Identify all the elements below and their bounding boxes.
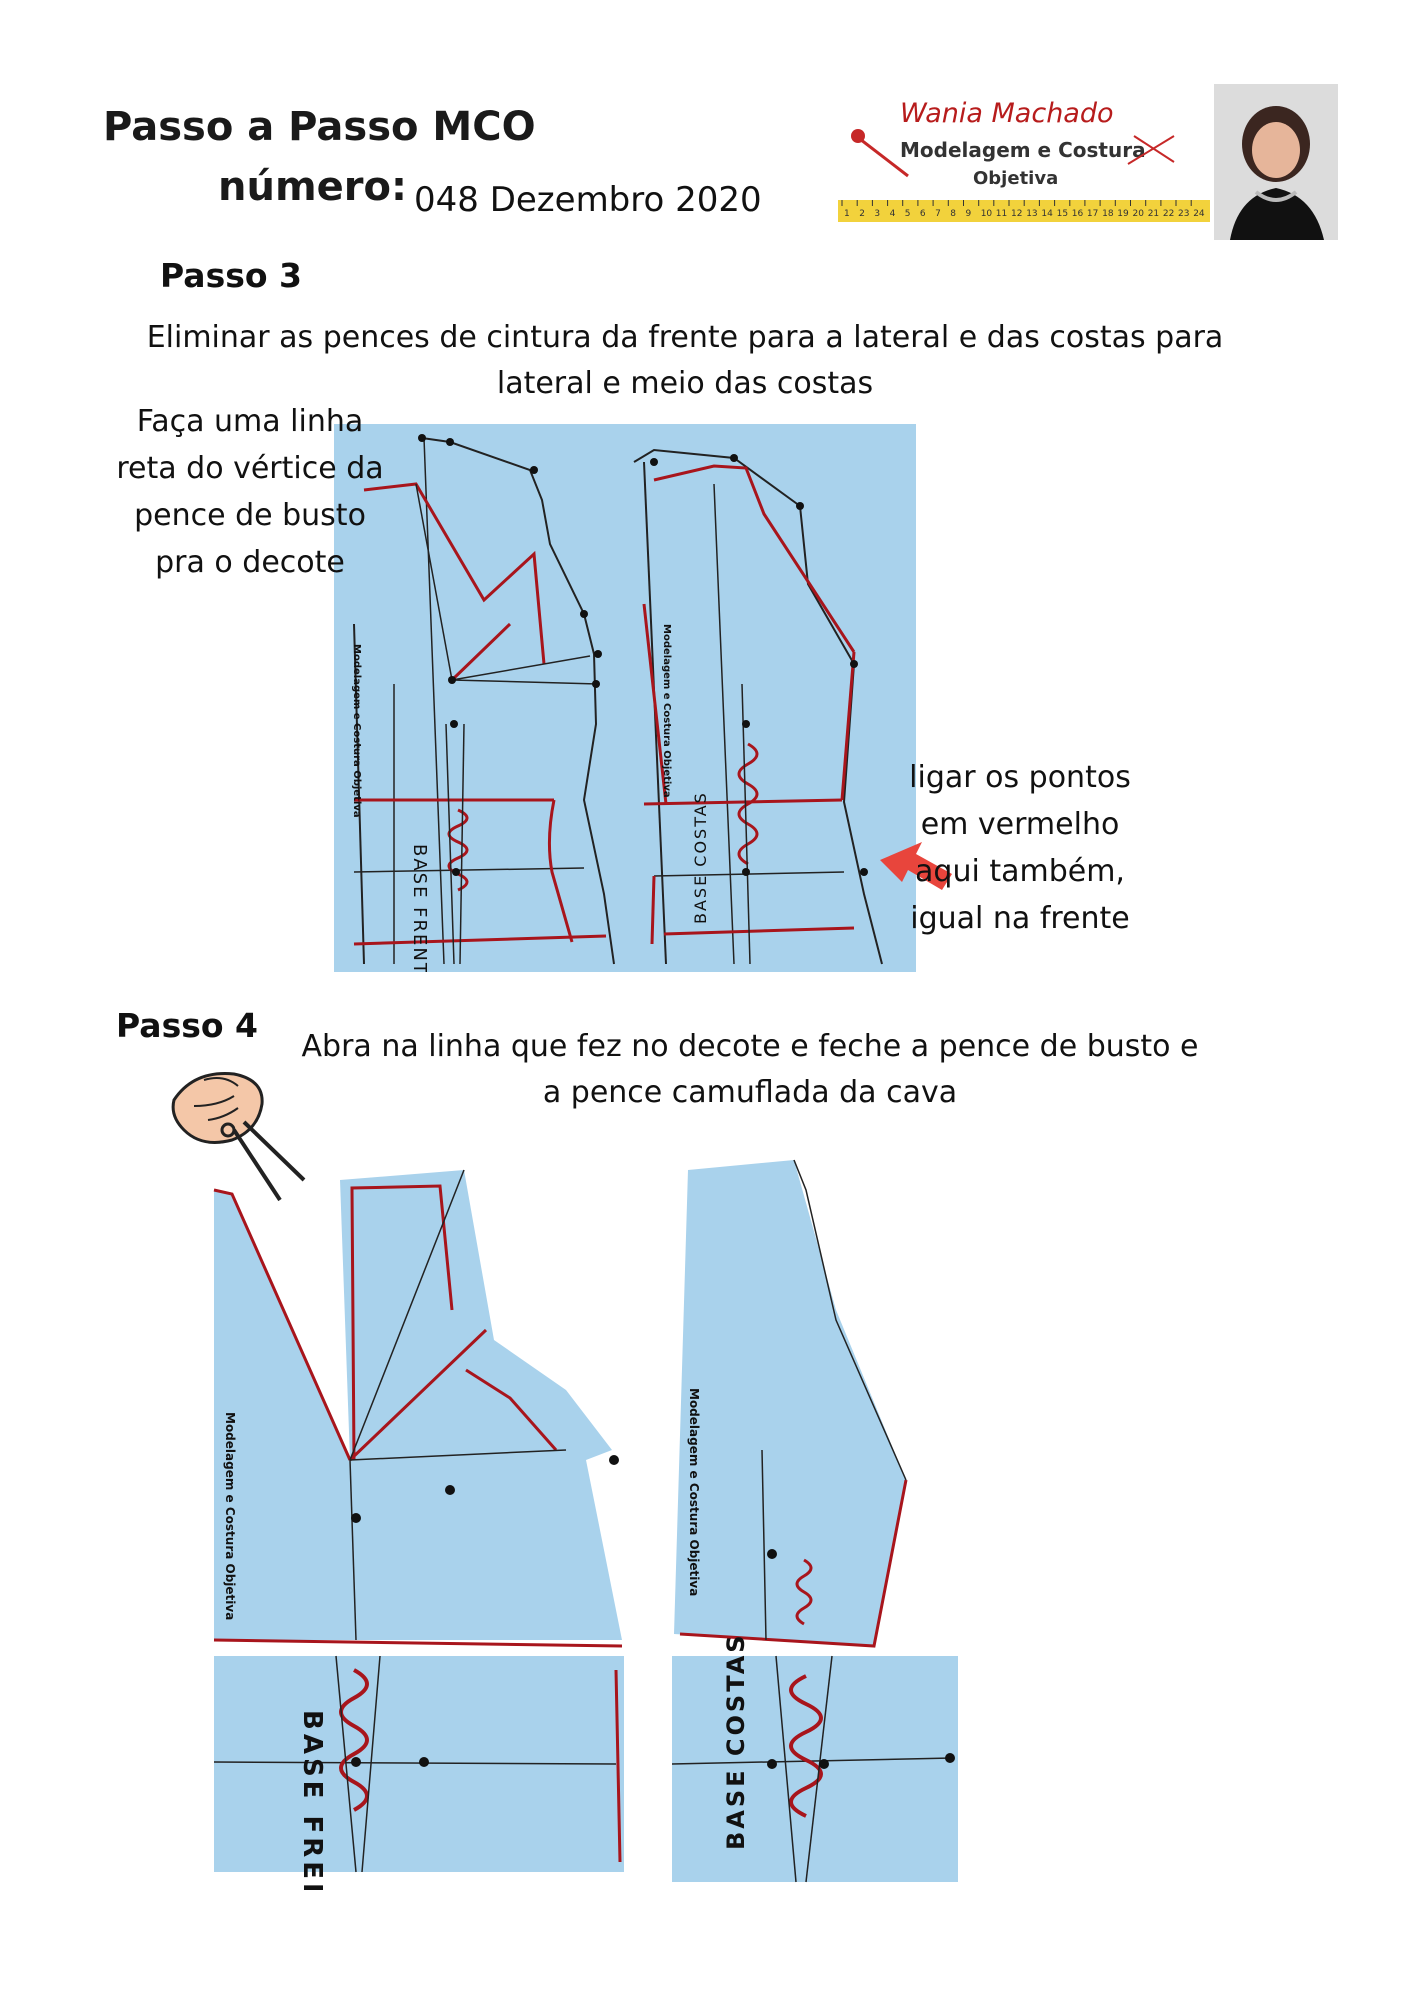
ruler-number: 15 [1056,209,1069,219]
header-title-line2: número: [218,164,407,210]
ruler-number: 21 [1147,209,1160,219]
step4-back-bottom-piece [672,1656,958,1882]
ruler-number: 13 [1026,209,1038,219]
step4-front-bottom-piece [214,1656,624,1872]
right-note-line2: em vermelho [920,807,1120,842]
step4-front-label: BASE FRENTE [297,1710,327,1890]
step4-instruction [290,1024,1210,1116]
left-note-line4: pra o decote [155,545,345,580]
author-portrait [1214,84,1338,240]
ruler-number: 7 [935,209,941,219]
step4-back-label: BASE COSTAS [722,1632,750,1850]
step4-instruction-line2: a pence camuflada da cava [542,1075,958,1110]
ruler-number: 3 [874,209,881,219]
header-title-line1: Passo a Passo MCO [103,104,536,150]
ruler-number: 19 [1117,209,1129,219]
ruler-number: 1 [844,209,850,219]
step3-instruction [60,315,1310,407]
ruler-number: 2 [859,209,865,219]
step4-front-top-piece [214,1170,622,1646]
step4-front-vertical-label: Modelagem e Costura Objetiva [223,1412,237,1621]
ruler-number: 8 [950,209,957,219]
ruler-number: 9 [965,209,972,219]
step3-instruction-line1: Eliminar as pences de cintura da frente para a lateral e das costas para [146,320,1224,355]
step4-back-top-piece [674,1160,906,1646]
step3-front-label: BASE FRENTE [409,844,430,972]
logo-line1: Modelagem e Costura [900,138,1146,162]
step4-pattern-image [206,1150,1006,1890]
ruler-number: 23 [1178,209,1190,219]
ruler-number: 24 [1193,209,1205,219]
ruler-number: 12 [1011,209,1023,219]
right-note-line3: aqui também, [915,854,1125,889]
ruler-number: 22 [1162,209,1175,219]
ruler-number: 6 [919,209,926,219]
step3-heading: Passo 3 [160,256,302,295]
step3-front-vertical-label: Modelagem e Costura Objetiva [351,644,362,818]
step3-back-vertical-label: Modelagem e Costura Objetiva [661,624,672,798]
step4-back-vertical-label: Modelagem e Costura Objetiva [687,1388,701,1597]
step3-right-note [900,754,1140,942]
issue-date: 048 Dezembro 2020 [414,180,762,220]
logo-line2: Objetiva [973,168,1059,189]
ruler-number: 16 [1071,209,1084,219]
step3-instruction-line2: lateral e meio das costas [496,366,874,401]
step3-back-label: BASE COSTAS [691,791,710,924]
ruler-number: 10 [980,209,993,219]
logo-script-name: Wania Machado [900,98,1114,129]
ruler-number: 18 [1102,209,1114,219]
ruler-number: 17 [1086,209,1099,219]
ruler-number: 5 [904,209,911,219]
step4-heading: Passo 4 [116,1006,258,1045]
step3-left-note [100,398,400,586]
left-note-line1: Faça uma linha [136,404,364,439]
right-note-line4: igual na frente [910,901,1130,936]
ruler-number: 4 [889,209,896,219]
brand-logo [838,84,1338,240]
tape-measure-icon [838,200,1210,222]
step4-instruction-line1: Abra na linha que fez no decote e feche a pence de busto e [301,1029,1199,1064]
left-note-line2: reta do vértice da [116,451,384,486]
left-note-line3: pence de busto [134,498,366,533]
ruler-number: 20 [1132,209,1144,219]
step3-pattern-image [334,424,916,972]
ruler-number: 11 [995,209,1008,219]
right-note-line1: ligar os pontos [909,760,1131,795]
ruler-number: 14 [1041,209,1053,219]
